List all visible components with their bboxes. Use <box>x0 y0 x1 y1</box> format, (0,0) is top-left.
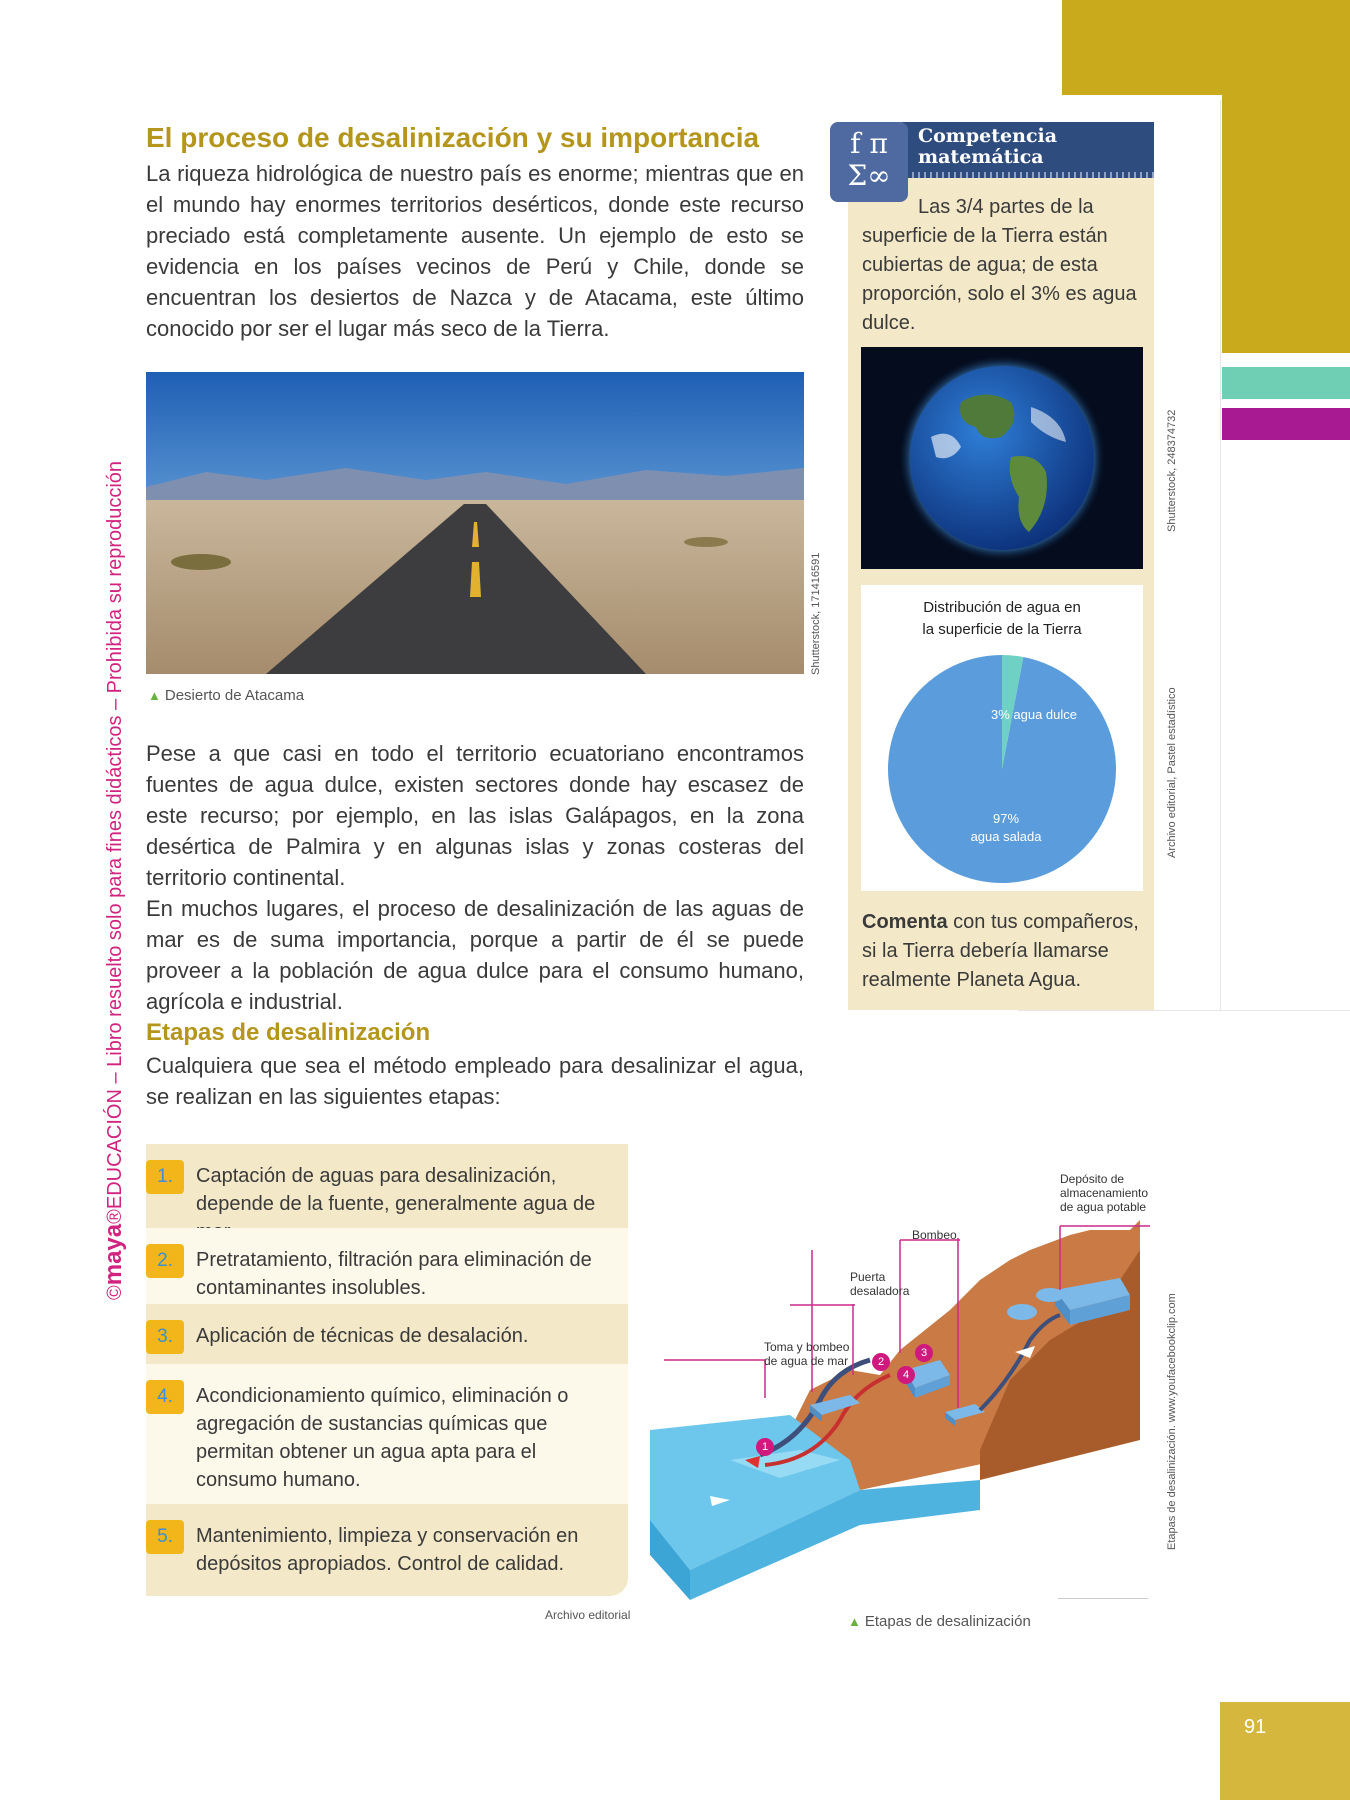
competencia-header <box>902 122 1154 178</box>
section-title: El proceso de desalinización y su importancia <box>146 122 760 153</box>
label-toma-line1: Toma y bombeo <box>764 1340 850 1354</box>
comenta-bold: Comenta <box>862 911 948 933</box>
copyright-notice <box>100 461 128 1300</box>
etapas-intro: Cualquiera que sea el método empleado para desalinizar el agua, se realizan en las siguientes etapas: <box>146 1053 804 1109</box>
step-number: 4. <box>146 1380 184 1414</box>
caption-triangle-icon: ▲ <box>148 688 161 703</box>
step-text: Aplicación de técnicas de desalación. <box>196 1325 529 1347</box>
pie-chart <box>861 585 1143 891</box>
label-deposito-line3: de agua potable <box>1060 1200 1147 1214</box>
copyright-text: EDUCACIÓN – Libro resuelto solo para fines didácticos – Prohibida su reproducción <box>104 460 126 1210</box>
earth-image <box>861 347 1143 569</box>
slice-label-salada-name: agua salada <box>970 829 1042 844</box>
diagram-rule <box>1058 1598 1148 1599</box>
copyright-symbol: © <box>104 1285 126 1300</box>
chart-title-line1: Distribución de agua en <box>923 599 1081 616</box>
label-toma-line2: de agua de mar <box>764 1354 849 1368</box>
label-deposito-line2: almacenamiento <box>1060 1186 1149 1200</box>
header-stripe <box>902 172 1154 178</box>
step-number: 3. <box>146 1320 184 1354</box>
steps-list <box>146 1144 628 1596</box>
caption-triangle-icon: ▲ <box>848 1614 861 1629</box>
step-number: 5. <box>146 1520 184 1554</box>
label-deposito <box>1060 1172 1148 1214</box>
step-item <box>146 1228 628 1304</box>
marker-1: 1 <box>756 1438 774 1456</box>
sigma-infinity-icon: Σ∞ <box>847 159 891 192</box>
desert-photo <box>146 372 804 674</box>
etapas-title: Etapas de desalinización <box>146 1019 431 1046</box>
step-text: Captación de aguas para desalinización, depende de la fuente, generalmente agua de <box>196 1165 596 1215</box>
diagram-credit: Etapas de desalinización. www.youfacebookclip.com <box>1166 1293 1178 1550</box>
desalination-diagram <box>650 1160 1160 1600</box>
function-icon: f <box>850 127 861 160</box>
paragraph-3: En muchos lugares, el proceso de desalinización de las aguas de mar es de suma importancia, porque a partir de él se puede proveer a la población de agua dulce para el consumo humano, agrícola e industrial. <box>146 896 804 1014</box>
pie-credit: Archivo editorial, Pastel estadístico <box>1166 687 1178 858</box>
teal-tab-decoration <box>1222 367 1350 399</box>
competencia-title-line1: Competencia <box>918 125 1058 147</box>
diagram-caption-text: Etapas de desalinización <box>864 1613 1031 1630</box>
step-text: Mantenimiento, limpieza y conservación en depósitos apropiados. Control de calidad. <box>196 1525 579 1575</box>
magenta-tab-decoration <box>1222 408 1350 440</box>
label-toma <box>764 1340 849 1368</box>
step-item <box>146 1504 628 1596</box>
step-item <box>146 1364 628 1504</box>
side-decoration-bar <box>1222 95 1350 353</box>
label-bombeo: Bombeo <box>912 1228 957 1242</box>
step-text: Acondicionamiento químico, eliminación o agregación de sustancias químicas que permitan obtener un agua apta para el consumo humano. <box>196 1385 569 1491</box>
label-puerta-line2: desaladora <box>850 1284 910 1298</box>
paragraph-2: Pese a que casi en todo el territorio ecuatoriano encontramos fuentes de agua dulce, existen sectores donde hay escasez de este recurso; por ejemplo, en las islas Galápagos, en la zona desértica de Palmira y en algunas islas y zonas costeras del territorio continental. <box>146 741 804 890</box>
divider-line <box>1018 1010 1350 1011</box>
step-item <box>146 1304 628 1364</box>
step-text: Pretratamiento, filtración para eliminación de contaminantes insolubles. <box>196 1249 592 1299</box>
marker-2: 2 <box>872 1353 890 1371</box>
photo-caption-text: Desierto de Atacama <box>164 687 305 704</box>
registered-symbol: ® <box>104 1209 126 1224</box>
marker-3: 3 <box>915 1344 933 1362</box>
step-number: 1. <box>146 1160 184 1194</box>
competencia-title-line2: matemática <box>918 146 1044 168</box>
step-number: 2. <box>146 1244 184 1278</box>
photo-credit: Shutterstock, 171416591 <box>810 552 822 675</box>
slice-label-dulce: 3% agua dulce <box>990 707 1078 722</box>
page-number: 91 <box>1244 1716 1267 1738</box>
competencia-text-content: Las 3/4 partes de la superficie de la Tierra están cubiertas de agua; de esta proporción, solo el 3% es agua dulce. <box>862 196 1137 334</box>
diagram-caption <box>848 1613 1031 1630</box>
competencia-text <box>862 193 1148 338</box>
label-puerta <box>850 1270 909 1298</box>
label-puerta-line1: Puerta <box>850 1270 886 1284</box>
pi-icon: π <box>869 127 888 160</box>
marker-4: 4 <box>897 1366 915 1384</box>
divider-line <box>1220 100 1221 1010</box>
chart-title-line2: la superficie de la Tierra <box>922 621 1082 638</box>
label-deposito-line1: Depósito de <box>1060 1172 1125 1186</box>
brand-name: maya <box>100 1223 127 1286</box>
intro-paragraph: La riqueza hidrológica de nuestro país es enorme; mientras que en el mundo hay enormes territorios desérticos, donde este recurso preciado está completamente ausente. Un ejemplo de esto se evidencia en los países vecinos de Perú y Chile, donde se encuentran los desiertos de Nazca y de Atacama, este último conocido por ser el lugar más seco de la Tierra. <box>146 161 804 341</box>
corner-decoration <box>1062 0 1350 95</box>
comenta-rest: con tus compañeros, si la Tierra debería llamarse realmente Planeta Agua. <box>862 911 1139 991</box>
pie-chart-card <box>861 585 1143 891</box>
steps-credit: Archivo editorial <box>545 1608 631 1622</box>
earth-credit: Shutterstock, 248374732 <box>1166 409 1178 532</box>
step-item <box>146 1144 628 1228</box>
comenta-text <box>862 908 1152 995</box>
math-icon <box>830 122 908 202</box>
slice-label-salada-percent: 97% <box>992 811 1020 826</box>
photo-caption <box>148 687 304 704</box>
page-number-box <box>1220 1702 1350 1800</box>
